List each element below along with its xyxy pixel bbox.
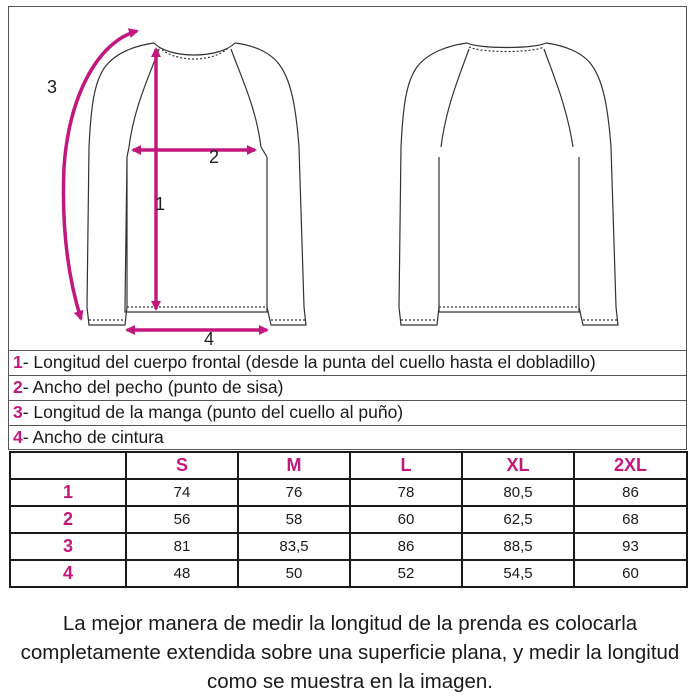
size-table (9, 451, 688, 588)
table-cell: 62,5 (462, 506, 574, 533)
table-cell: 74 (126, 479, 238, 506)
legend-number: 2 (13, 377, 23, 397)
table-row (10, 533, 687, 560)
table-cell: 60 (574, 560, 687, 587)
legend-text: - Ancho de cintura (22, 427, 164, 447)
size-header: L (350, 452, 462, 479)
front-shirt-drawing (87, 43, 306, 325)
table-cell: 81 (126, 533, 238, 560)
back-shirt-drawing (399, 43, 618, 325)
table-row (10, 506, 687, 533)
size-header: S (126, 452, 238, 479)
row-label: 1 (10, 479, 126, 506)
legend-item-1 (9, 350, 686, 373)
table-cell: 52 (350, 560, 462, 587)
dimension-label-2: 2 (209, 147, 220, 167)
table-row (10, 560, 687, 587)
table-corner-cell (10, 452, 126, 479)
row-label: 4 (10, 560, 126, 587)
legend-number: 4 (13, 427, 23, 447)
table-cell: 58 (238, 506, 350, 533)
dimension-label-1: 1 (155, 194, 166, 214)
table-cell: 54,5 (462, 560, 574, 587)
garment-diagram (9, 7, 686, 345)
legend-item-3 (9, 400, 686, 423)
table-cell: 76 (238, 479, 350, 506)
legend-number: 3 (13, 402, 23, 422)
row-label: 2 (10, 506, 126, 533)
table-cell: 68 (574, 506, 687, 533)
legend-text: - Longitud del cuerpo frontal (desde la punta del cuello hasta el dobladillo) (22, 352, 596, 372)
table-cell: 48 (126, 560, 238, 587)
table-row (10, 479, 687, 506)
table-cell: 78 (350, 479, 462, 506)
table-cell: 83,5 (238, 533, 350, 560)
table-cell: 56 (126, 506, 238, 533)
measuring-note: La mejor manera de medir la longitud de la prenda es colocarla completamente extendida sobre una superficie plana, y medir la longitud como se muestra en la imagen. (20, 612, 680, 693)
table-cell: 86 (350, 533, 462, 560)
legend-item-2 (9, 375, 686, 398)
table-cell: 60 (350, 506, 462, 533)
legend-text: - Ancho del pecho (punto de sisa) (22, 377, 284, 397)
table-cell: 88,5 (462, 533, 574, 560)
size-header: XL (462, 452, 574, 479)
table-cell: 86 (574, 479, 687, 506)
table-cell: 80,5 (462, 479, 574, 506)
legend-number: 1 (13, 352, 23, 372)
dimension-label-3: 3 (47, 77, 58, 97)
legend-text: - Longitud de la manga (punto del cuello al puño) (22, 402, 404, 422)
table-cell: 50 (238, 560, 350, 587)
row-label: 3 (10, 533, 126, 560)
size-header: 2XL (574, 452, 687, 479)
legend-item-4 (9, 425, 686, 448)
table-header-row (10, 452, 687, 479)
table-cell: 93 (574, 533, 687, 560)
size-header: M (238, 452, 350, 479)
dimension-label-4: 4 (203, 329, 215, 345)
